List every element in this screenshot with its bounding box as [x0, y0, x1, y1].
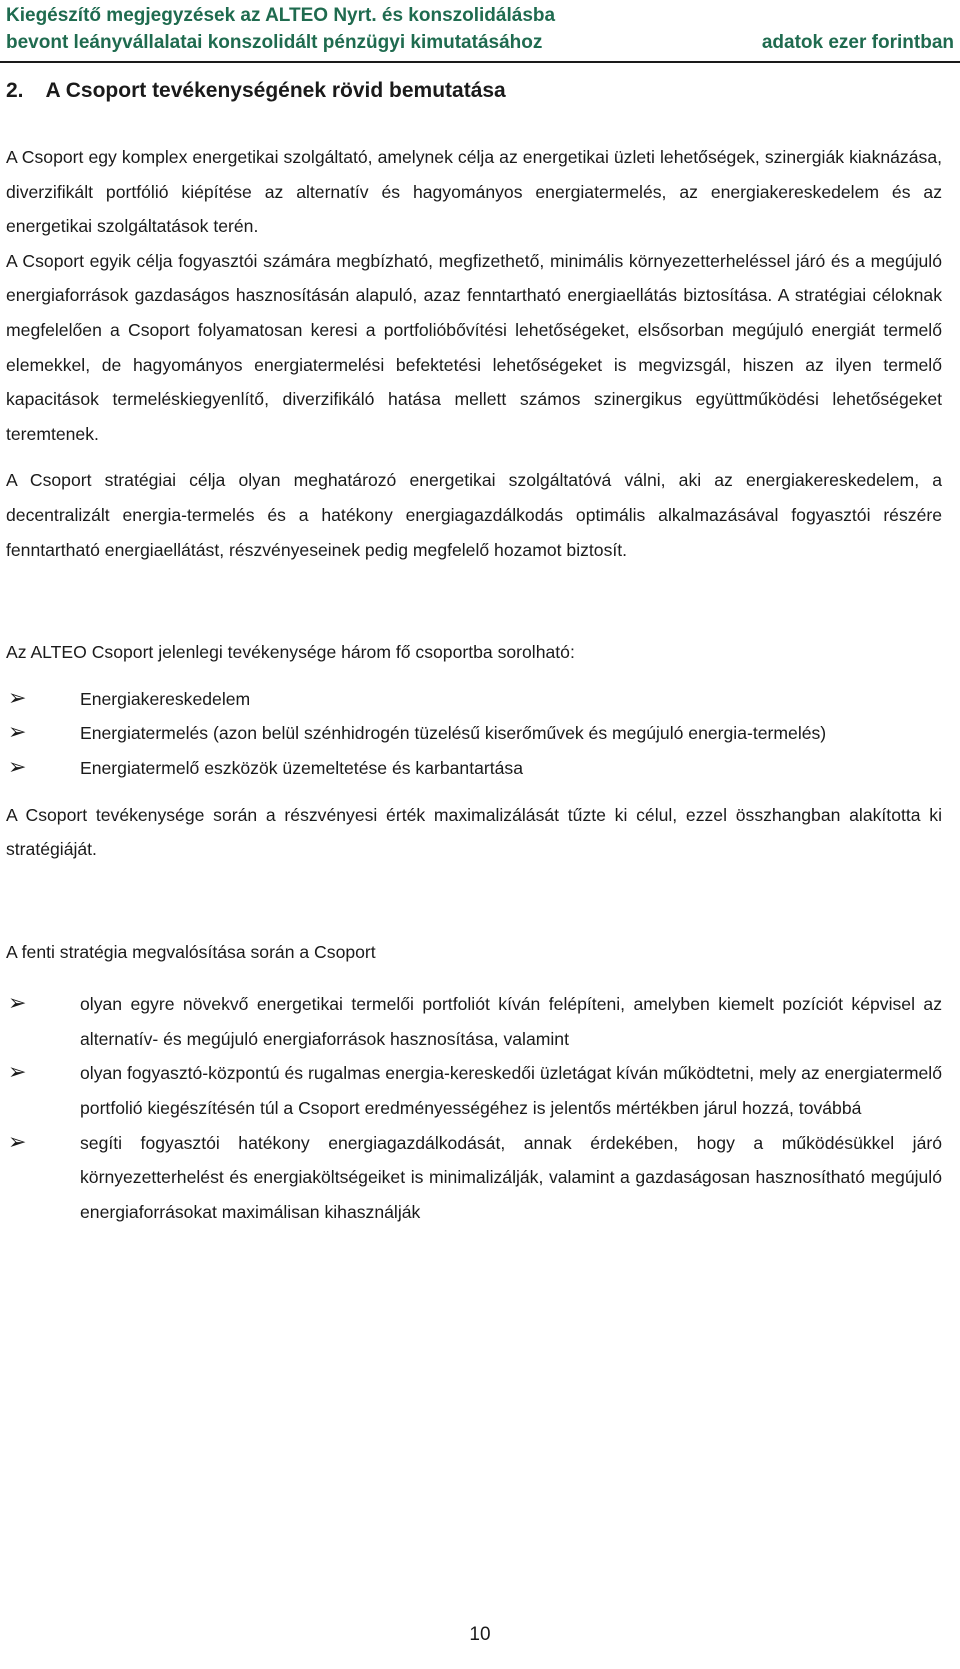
paragraph-intro: A Csoport egy komplex energetikai szolgáltató, amelynek célja az energetikai üzleti lehetőségek, szinergiák kiaknázása, diverzifikált portfólió kiépítése az alternatív és hagyományos energiatermelés, az energiakereskedelem és az energetikai szolgáltatások terén. [6, 147, 942, 237]
header-title-line2: bevont leányvállalatai konszolidált pénzügyi kimutatásához [6, 32, 543, 53]
paragraph-strategy: A Csoport stratégiai célja olyan meghatározó energetikai szolgáltatóvá válni, aki az energiakereskedelem, a decentralizált energia-termelés és a hatékony energiagazdálkodás optimális alkalmazásával fogyasztói részére fenntartható energiaellátást, részvényeseinek pedig megfelelő hozamot biztosít. [6, 470, 942, 560]
list-item: ➢ segíti fogyasztói hatékony energiagazdálkodását, annak érdekében, hogy a működésükkel járó környezetterhelést és energiaköltségeiket is minimalizálják, valamint a gazdaságosan hasznosítható megújuló energiaforrásokat maximálisan kihasználják [6, 1126, 942, 1230]
header-divider [0, 61, 960, 63]
page-number: 10 [469, 1624, 491, 1645]
strategy-list [6, 987, 942, 1229]
header-units-note: adatok ezer forintban [761, 32, 954, 53]
activities-list [6, 682, 942, 786]
paragraph-activities-intro: Az ALTEO Csoport jelenlegi tevékenysége három fő csoportba sorolható: [6, 642, 575, 663]
list-item: ➢ olyan egyre növekvő energetikai termelői portfoliót kíván felépíteni, amelyben kiemelt pozíciót képvisel az alternatív- és megújuló energiaforrások hasznosítása, valamint [6, 987, 942, 1056]
section-heading [6, 76, 506, 106]
arrowhead-bullet-icon: ➢ [8, 720, 27, 746]
arrowhead-bullet-icon: ➢ [8, 685, 27, 711]
header-title-line1: Kiegészítő megjegyzések az ALTEO Nyrt. és konszolidálásba [6, 5, 556, 26]
list-item: ➢ Energiatermelő eszközök üzemeltetése és karbantartása [6, 751, 942, 786]
arrowhead-bullet-icon: ➢ [8, 754, 27, 780]
section-number: 2. [6, 79, 24, 102]
list-item: ➢ Energiatermelés (azon belül szénhidrogén tüzelésű kiserőművek és megújuló energia-termelés) [6, 716, 942, 751]
document-body [6, 140, 942, 1229]
arrowhead-bullet-icon: ➢ [8, 1129, 27, 1155]
paragraph-shareholder-value: A Csoport tevékenysége során a részvényesi érték maximalizálását tűzte ki célul, ezzel összhangban alakította ki stratégiáját. [6, 804, 942, 860]
paragraph-goals: A Csoport egyik célja fogyasztói számára megbízható, megfizethető, minimális környezetterheléssel járó és a megújuló energiaforrások gazdaságos hasznosításán alapuló, azaz fenntartható energiaellátás biztosítása. A stratégiai céloknak megfelelően a Csoport folyamatosan keresi a portfolióbővítési lehetőségeket, elsősorban megújuló energiát termelő elemekkel, de hagyományos energiatermelési befektetési lehetőségeket is megvizsgál, hiszen az ilyen termelő kapacitások termeléskiegyenlítő, diverzifikáló hatása mellett számos szinergikus együttműködési lehetőségeket teremtenek. [6, 250, 942, 444]
page-header [0, 0, 960, 66]
list-item: ➢ olyan fogyasztó-központú és rugalmas energia-kereskedői üzletágat kíván működtetni, mely az energiatermelő portfolió kiegészítésén túl a Csoport eredményességéhez is jelentős mértékben járul hozzá, továbbá [6, 1056, 942, 1125]
arrowhead-bullet-icon: ➢ [8, 991, 27, 1017]
paragraph-strategy-intro: A fenti stratégia megvalósítása során a Csoport [6, 941, 376, 962]
arrowhead-bullet-icon: ➢ [8, 1060, 27, 1086]
list-item: ➢ Energiakereskedelem [6, 682, 942, 717]
section-title-text: A Csoport tevékenységének rövid bemutatása [45, 79, 506, 102]
